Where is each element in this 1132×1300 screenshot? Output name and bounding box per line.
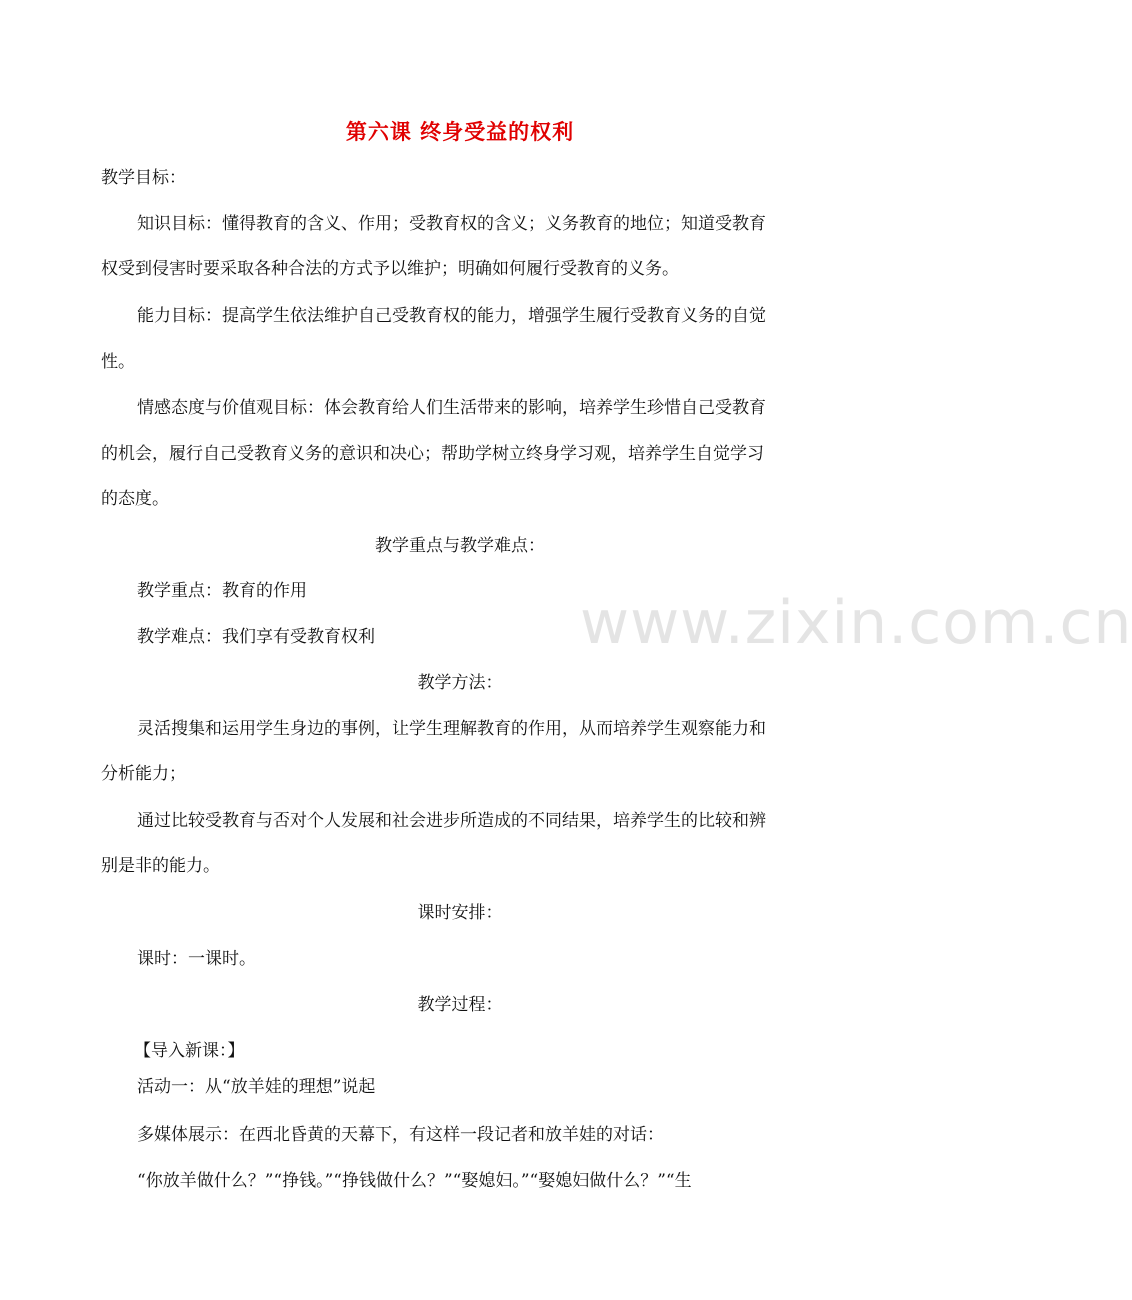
knowledge-goal-line1: 知识目标：懂得教育的含义、作用；受教育权的含义；义务教育的地位；知道受教育 bbox=[137, 214, 766, 234]
schedule-text: 课时：一课时。 bbox=[137, 949, 256, 969]
focus-heading: 教学重点与教学难点： bbox=[375, 536, 545, 556]
emotion-goal-line1: 情感态度与价值观目标：体会教育给人们生活带来的影响，培养学生珍惜自己受教育 bbox=[137, 398, 766, 418]
lesson-title: 第六课 终身受益的权利 bbox=[345, 119, 575, 144]
process-heading: 教学过程： bbox=[417, 995, 503, 1015]
method-line2: 分析能力； bbox=[101, 764, 186, 784]
method-line3: 通过比较受教育与否对个人发展和社会进步所造成的不同结果，培养学生的比较和辨 bbox=[137, 811, 766, 831]
dialogue-line: “你放羊做什么？”“挣钱。”“挣钱做什么？”“娶媳妇。”“娶媳妇做什么？”“生 bbox=[137, 1171, 692, 1191]
ability-goal-line2: 性。 bbox=[101, 352, 135, 372]
schedule-heading: 课时安排： bbox=[417, 903, 503, 923]
goals-heading: 教学目标： bbox=[101, 168, 186, 188]
watermark: www.zixin.com.cn bbox=[580, 588, 1132, 658]
ability-goal-line1: 能力目标：提高学生依法维护自己受教育权的能力，增强学生履行受教育义务的自觉 bbox=[137, 306, 766, 326]
emotion-goal-line3: 的态度。 bbox=[101, 489, 169, 509]
teaching-focus: 教学重点：教育的作用 bbox=[137, 581, 307, 601]
method-line4: 别是非的能力。 bbox=[101, 856, 220, 876]
knowledge-goal-line2: 权受到侵害时要采取各种合法的方式予以维护；明确如何履行受教育的义务。 bbox=[101, 259, 679, 279]
method-heading: 教学方法： bbox=[417, 673, 503, 693]
intro-heading: 【导入新课：】 bbox=[134, 1041, 245, 1061]
activity-one: 活动一：从“放羊娃的理想”说起 bbox=[137, 1077, 376, 1097]
emotion-goal-line2: 的机会，履行自己受教育义务的意识和决心；帮助学树立终身学习观，培养学生自觉学习 bbox=[101, 444, 764, 464]
media-display: 多媒体展示：在西北昏黄的天幕下，有这样一段记者和放羊娃的对话： bbox=[137, 1125, 664, 1145]
method-line1: 灵活搜集和运用学生身边的事例，让学生理解教育的作用，从而培养学生观察能力和 bbox=[137, 719, 766, 739]
teaching-difficulty: 教学难点：我们享有受教育权利 bbox=[137, 627, 375, 647]
